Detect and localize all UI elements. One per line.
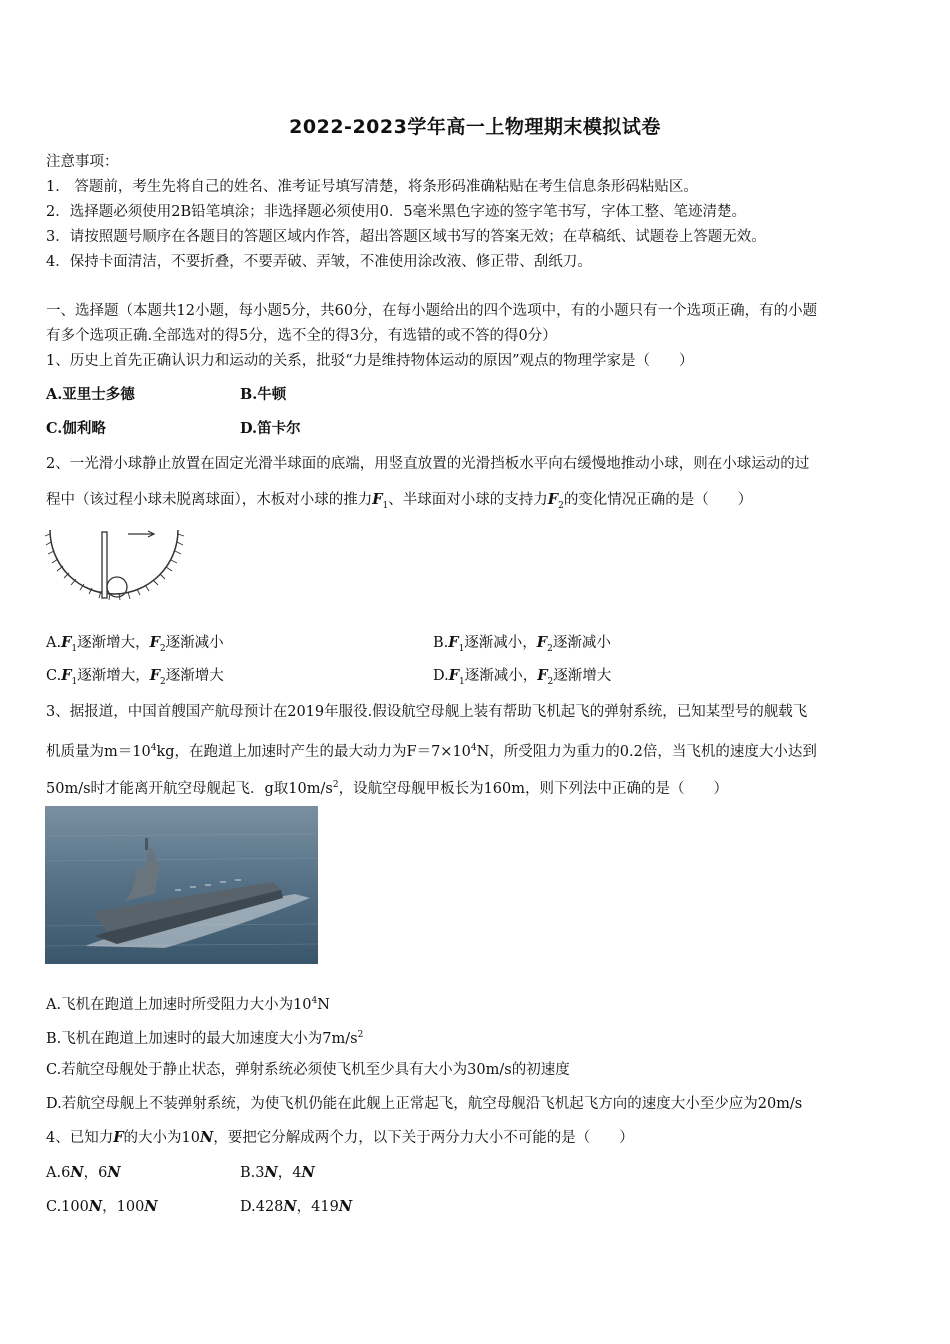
- notice-item-4: 4．保持卡面清洁，不要折叠，不要弄破、弄皱，不准使用涂改液、修正带、刮纸刀。: [46, 254, 592, 270]
- q3-option-a: A.飞机在跑道上加速时所受阻力大小为$10^4N$: [46, 996, 330, 1013]
- question-3-stem-line-3: 50m/s时才能离开航空母舰起飞．g取$10m/s^2$，设航空母舰甲板长为160m，则下列法中正确的是（ ）: [46, 780, 729, 797]
- question-3-stem-line-2: 机质量为$m=10^4kg$，在跑道上加速时产生的最大动力为$F=7\times 10^4N$，所受阻力为重力的0.2倍，当飞机的速度大小达到: [46, 743, 817, 760]
- q3-option-c: C.若航空母舰处于静止状态，弹射系统必须使飞机至少具有大小为30m/s的初速度: [46, 1062, 570, 1078]
- q2-option-c: $C.F_1$逐渐增大，$F_2$逐渐增大: [46, 667, 224, 687]
- notice-item-3: 3．请按照题号顺序在各题目的答题区域内作答，超出答题区域书写的答案无效；在草稿纸、试题卷上答题无效。: [46, 229, 766, 245]
- question-2-stem-line-2: 程中（该过程小球未脱离球面），木板对小球的推力$F_1$、半球面对小球的支持力$F_2$的变化情况正确的是（ ）: [46, 491, 753, 511]
- section-intro-line-2: 有多个选项正确.全部选对的得5分，选不全的得3分，有选错的或不答的得0分）: [46, 328, 557, 344]
- q1-option-b: B.牛顿: [240, 386, 287, 403]
- q4-option-b: B.3N，4N: [240, 1164, 315, 1181]
- aircraft-carrier-photo: [45, 806, 318, 964]
- q1-option-c: C.伽利略: [46, 420, 106, 437]
- q4-option-a: A.6N，6N: [46, 1164, 121, 1181]
- notice-item-1: 1． 答题前，考生先将自己的姓名、准考证号填写清楚，将条形码准确粘贴在考生信息条形码粘贴区。: [46, 179, 698, 195]
- aircraft-carrier-image: [45, 806, 318, 964]
- q3-option-d: D.若航空母舰上不装弹射系统，为使飞机仍能在此舰上正常起飞，航空母舰沿飞机起飞方向的速度大小至少应为20m/s: [46, 1096, 803, 1112]
- notice-item-2: 2．选择题必须使用2B铅笔填涂；非选择题必须使用0．5毫米黑色字迹的签字笔书写，字体工整、笔迹清楚。: [46, 204, 747, 220]
- q2-option-a: $A.F_1$逐渐增大，$F_2$逐渐减小: [46, 634, 224, 654]
- notice-heading: 注意事项：: [46, 154, 119, 170]
- page-title: 2022-2023学年高一上物理期末模拟试卷: [289, 116, 661, 138]
- section-intro-line-1: 一、选择题（本题共12小题，每小题5分，共60分，在每小题给出的四个选项中，有的小题只有一个选项正确，有的小题: [46, 303, 818, 319]
- q2-option-b: $B.F_1$逐渐减小，$F_2$逐渐减小: [433, 634, 611, 654]
- q2-option-d: $D.F_1$逐渐减小，$F_2$逐渐增大: [433, 667, 612, 687]
- hemisphere-diagram: [44, 524, 186, 606]
- q4-option-d: D.428N，419N: [240, 1198, 353, 1215]
- q1-option-d: D.笛卡尔: [240, 420, 301, 437]
- q4-option-c: C.100N，100N: [46, 1198, 158, 1215]
- question-4-stem: 4、已知力F的大小为10N，要把它分解成两个力，以下关于两分力大小不可能的是（ ）: [46, 1129, 634, 1146]
- question-3-stem-line-1: 3、据报道，中国首艘国产航母预计在2019年服役.假设航空母舰上装有帮助飞机起飞的弹射系统，已知某型号的舰载飞: [46, 704, 808, 720]
- q3-option-b: B.飞机在跑道上加速时的最大加速度大小为$7m/s^2$: [46, 1030, 364, 1047]
- question-1-stem: 1、历史上首先正确认识力和运动的关系，批驳“力是维持物体运动的原因”观点的物理学家是（ ）: [46, 353, 694, 369]
- q1-option-a: A.亚里士多德: [46, 386, 135, 403]
- question-2-stem-line-1: 2、一光滑小球静止放置在固定光滑半球面的底端，用竖直放置的光滑挡板水平向右缓慢地推动小球，则在小球运动的过: [46, 456, 810, 472]
